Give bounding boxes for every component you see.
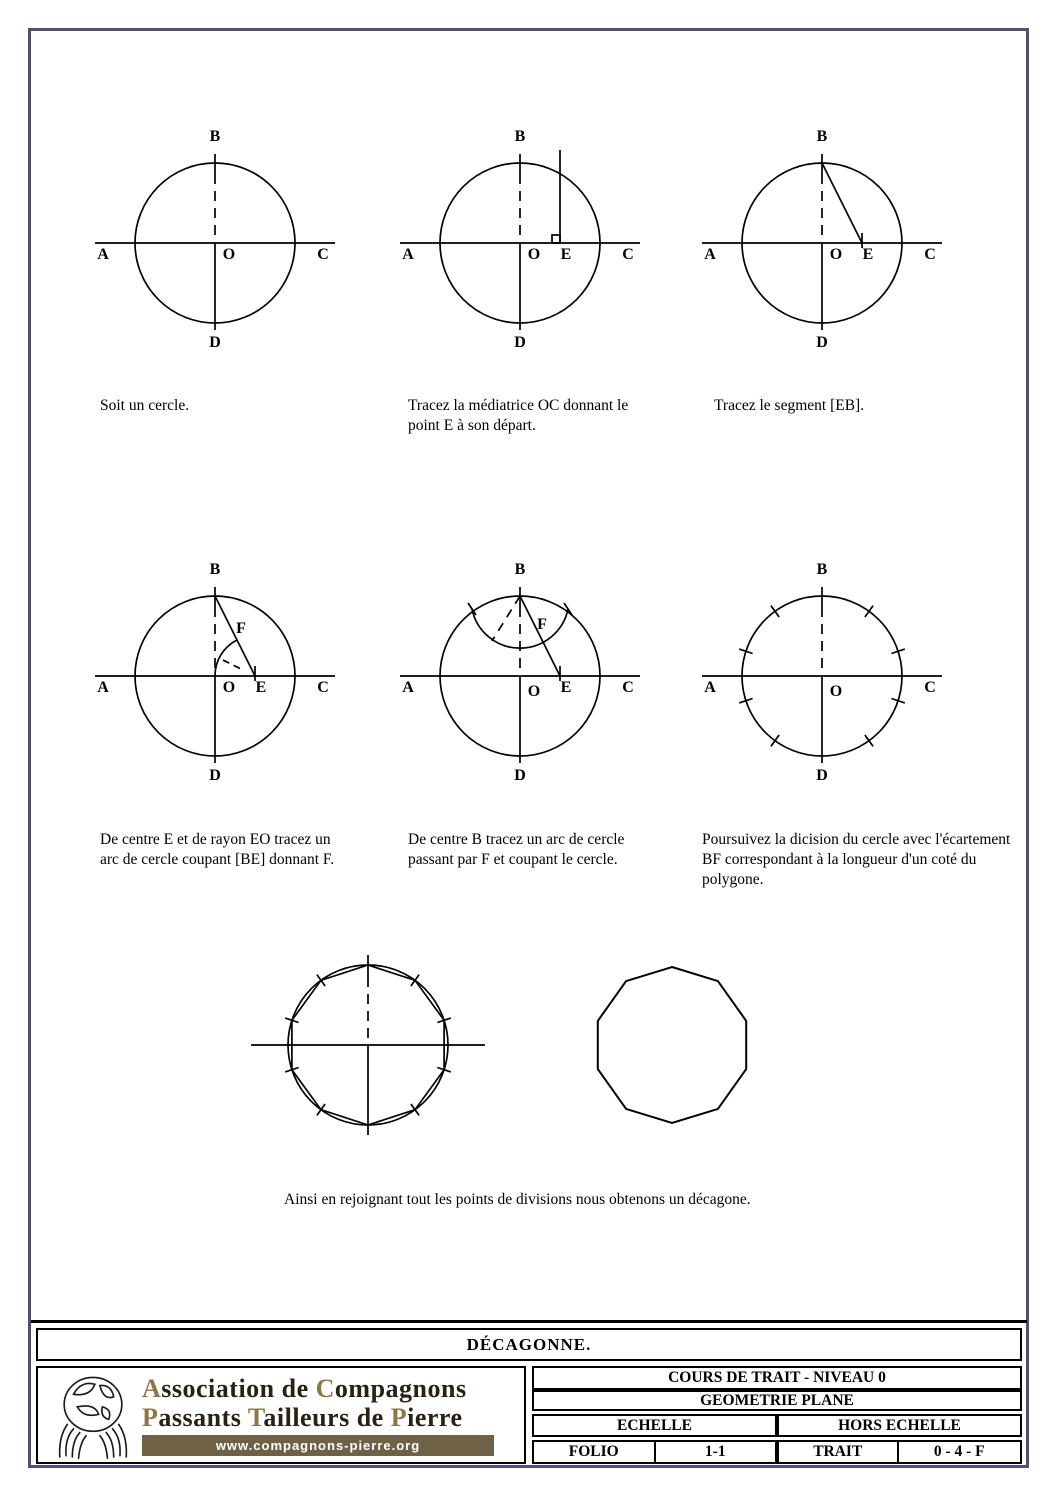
point-label-c: C	[317, 246, 329, 263]
point-label-c: C	[622, 679, 634, 696]
point-label-b: B	[816, 128, 828, 145]
point-label-d: D	[514, 334, 526, 351]
point-label-e: E	[560, 679, 572, 696]
figure-step-2	[370, 90, 670, 400]
point-label-b: B	[209, 561, 221, 578]
logo-text	[142, 1374, 524, 1456]
figure-step-6	[672, 523, 972, 833]
point-label-a: A	[97, 246, 109, 263]
tb-trait-label-cell: TRAIT	[777, 1442, 899, 1462]
figure-decagon	[522, 892, 822, 1202]
caption-step-2: Tracez la médiatrice OC donnant le point E à son départ.	[408, 397, 629, 434]
point-label-f: F	[537, 616, 547, 633]
point-label-d: D	[209, 767, 221, 784]
point-label-a: A	[97, 679, 109, 696]
titleblock-table	[532, 1366, 1022, 1464]
point-label-b: B	[816, 561, 828, 578]
caption-step-3: Tracez le segment [EB].	[714, 397, 865, 414]
point-label-a: A	[704, 246, 716, 263]
figure-step-3	[672, 90, 972, 400]
website-banner: www.compagnons-pierre.org	[142, 1435, 494, 1456]
tb-scale-value-cell: HORS ECHELLE	[777, 1416, 1020, 1435]
decagon-shape	[522, 892, 822, 1202]
point-label-a: A	[402, 246, 414, 263]
association-logo-emblem	[46, 1368, 140, 1462]
logo-box	[36, 1366, 526, 1464]
decagon-circle-diagram	[218, 892, 518, 1202]
point-label-d: D	[816, 334, 828, 351]
tb-scale-label-cell: ECHELLE	[534, 1416, 777, 1435]
caption-step-1: Soit un cercle.	[100, 397, 190, 414]
logo-line-2: Passants Tailleurs de Pierre	[142, 1403, 463, 1432]
logo-line-1: Association de Compagnons	[142, 1373, 467, 1403]
point-label-b: B	[514, 128, 526, 145]
titleblock-title-box	[36, 1328, 1022, 1361]
point-label-o: O	[829, 683, 843, 700]
tb-trait-value-cell: 0 - 4 - F	[933, 1443, 985, 1460]
figure-decagon-in-circle	[218, 892, 518, 1202]
page-title: DÉCAGONNE.	[466, 1334, 592, 1354]
tb-folio-trait-row	[532, 1440, 1022, 1464]
point-label-b: B	[209, 128, 221, 145]
point-label-c: C	[622, 246, 634, 263]
caption-step-5: De centre B tracez un arc de cercle passant par F et coupant le cercle.	[408, 831, 625, 868]
point-label-d: D	[514, 767, 526, 784]
point-label-o: O	[829, 246, 843, 263]
figure-step-1	[65, 90, 365, 400]
tb-course-row: COURS DE TRAIT - NIVEAU 0	[532, 1366, 1022, 1390]
point-label-c: C	[317, 679, 329, 696]
point-label-b: B	[514, 561, 526, 578]
point-label-e: E	[560, 246, 572, 263]
tb-folio-value-cell: 1-1	[656, 1442, 778, 1462]
tb-folio-label-cell: FOLIO	[534, 1442, 656, 1462]
point-label-c: C	[924, 679, 936, 696]
figure-step-5	[370, 523, 670, 833]
point-label-e: E	[255, 679, 267, 696]
point-label-e: E	[862, 246, 874, 263]
point-label-a: A	[704, 679, 716, 696]
point-label-d: D	[209, 334, 221, 351]
tb-subject-row: GEOMETRIE PLANE	[532, 1390, 1022, 1411]
point-label-c: C	[924, 246, 936, 263]
figure-step-4	[65, 523, 365, 833]
tb-scale-row	[532, 1414, 1022, 1437]
caption-step-4: De centre E et de rayon EO tracez un arc de cercle coupant [BE] donnant F.	[100, 831, 335, 868]
point-label-o: O	[222, 246, 236, 263]
drawing-area-bottom-rule	[31, 1320, 1027, 1323]
point-label-o: O	[222, 679, 236, 696]
point-label-f: F	[236, 620, 246, 637]
point-label-o: O	[527, 246, 541, 263]
point-label-d: D	[816, 767, 828, 784]
caption-step-6: Poursuivez la dicision du cercle avec l'écartement BF correspondant à la longueur d'un coté du polygone.	[702, 831, 1011, 888]
point-label-a: A	[402, 679, 414, 696]
final-caption: Ainsi en rejoignant tout les points de divisions nous obtenons un décagone.	[284, 1191, 751, 1208]
point-label-o: O	[527, 683, 541, 700]
